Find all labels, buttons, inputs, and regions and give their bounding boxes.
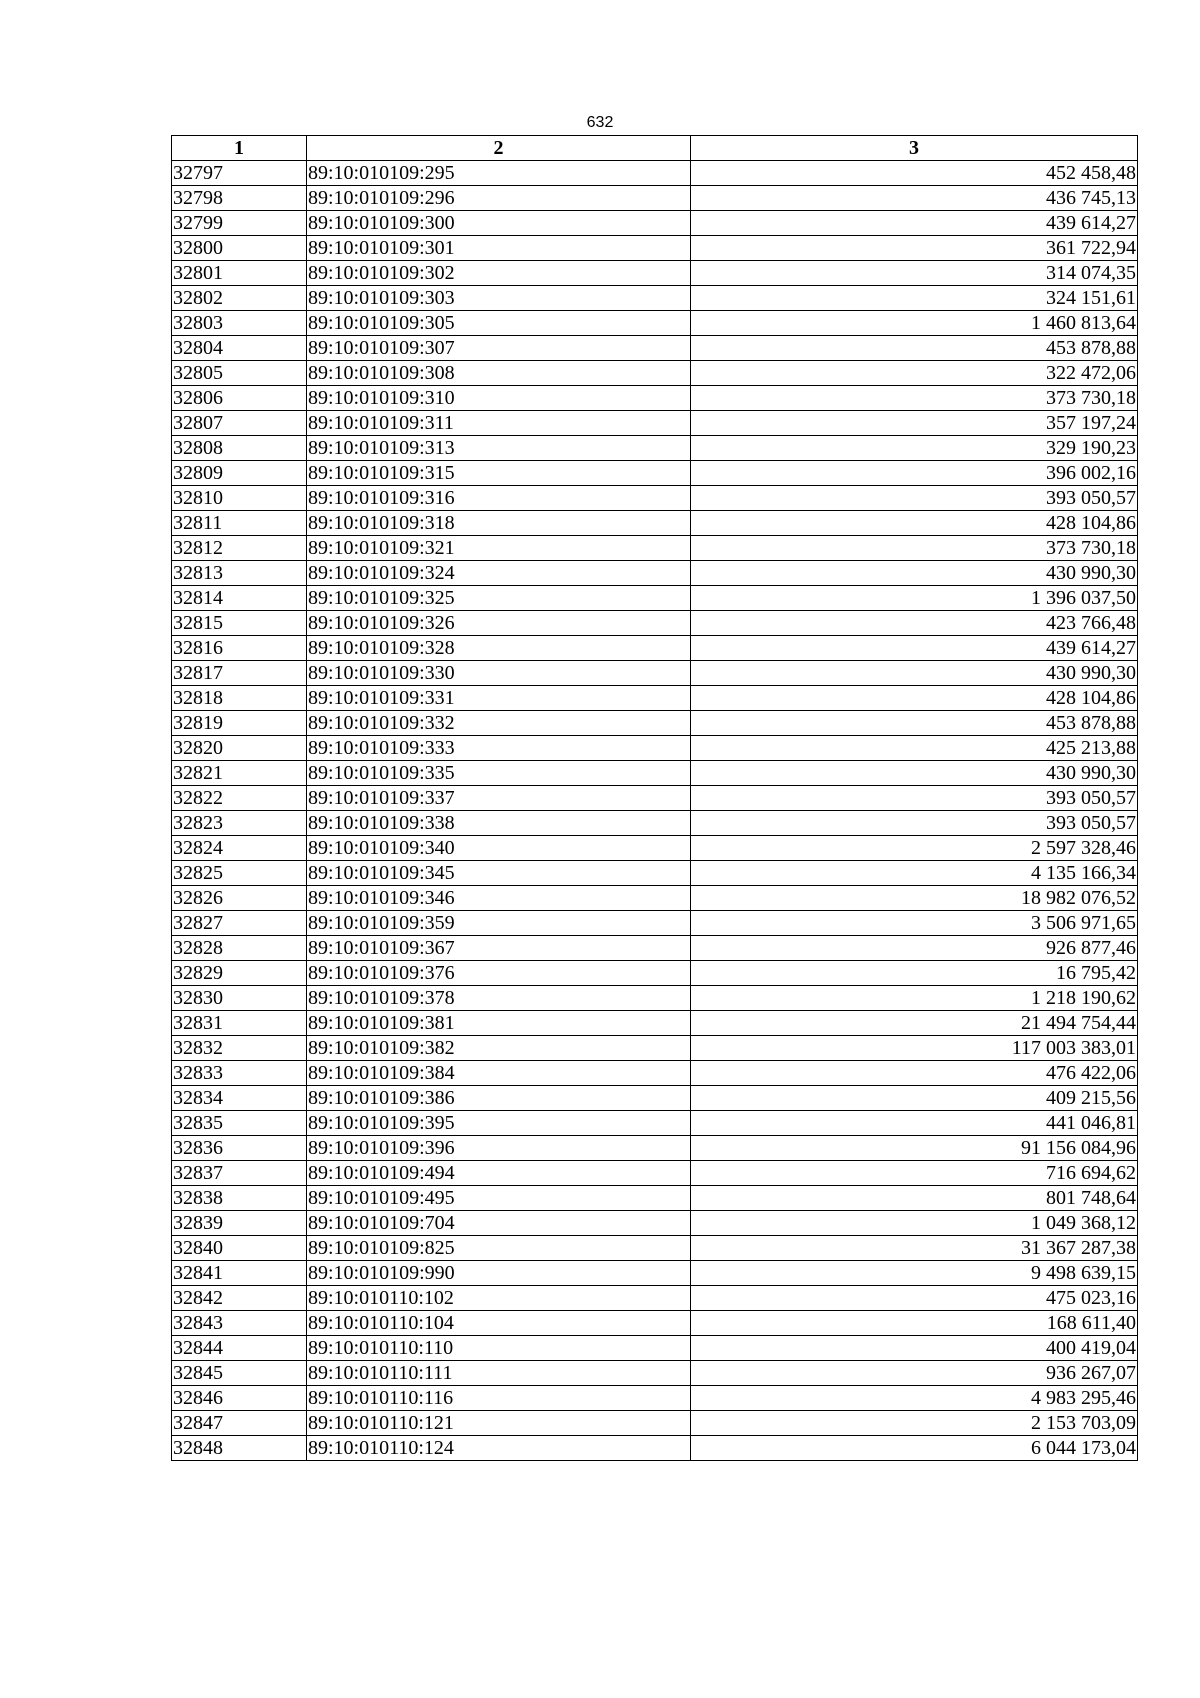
row-number-cell: 32846 xyxy=(172,1386,307,1411)
value-cell: 117 003 383,01 xyxy=(691,1036,1138,1061)
column-header-3: 3 xyxy=(691,136,1138,161)
table-row xyxy=(172,486,1138,511)
cadastral-number-cell: 89:10:010109:367 xyxy=(307,936,691,961)
value-cell: 476 422,06 xyxy=(691,1061,1138,1086)
value-cell: 91 156 084,96 xyxy=(691,1136,1138,1161)
value-cell: 400 419,04 xyxy=(691,1336,1138,1361)
row-number-cell: 32823 xyxy=(172,811,307,836)
table-row xyxy=(172,461,1138,486)
table-row xyxy=(172,1236,1138,1261)
cadastral-number-cell: 89:10:010109:307 xyxy=(307,336,691,361)
row-number-cell: 32833 xyxy=(172,1061,307,1086)
value-cell: 393 050,57 xyxy=(691,811,1138,836)
cadastral-number-cell: 89:10:010109:300 xyxy=(307,211,691,236)
value-cell: 3 506 971,65 xyxy=(691,911,1138,936)
value-cell: 324 151,61 xyxy=(691,286,1138,311)
column-header-2: 2 xyxy=(307,136,691,161)
value-cell: 801 748,64 xyxy=(691,1186,1138,1211)
table-body xyxy=(172,161,1138,1461)
table-row xyxy=(172,1286,1138,1311)
value-cell: 1 049 368,12 xyxy=(691,1211,1138,1236)
column-header-1: 1 xyxy=(172,136,307,161)
cadastral-number-cell: 89:10:010109:338 xyxy=(307,811,691,836)
row-number-cell: 32835 xyxy=(172,1111,307,1136)
value-cell: 430 990,30 xyxy=(691,561,1138,586)
row-number-cell: 32798 xyxy=(172,186,307,211)
row-number-cell: 32799 xyxy=(172,211,307,236)
table-row xyxy=(172,1411,1138,1436)
value-cell: 314 074,35 xyxy=(691,261,1138,286)
value-cell: 396 002,16 xyxy=(691,461,1138,486)
table-row xyxy=(172,886,1138,911)
cadastral-number-cell: 89:10:010110:110 xyxy=(307,1336,691,1361)
cadastral-number-cell: 89:10:010110:102 xyxy=(307,1286,691,1311)
table-row xyxy=(172,711,1138,736)
cadastral-number-cell: 89:10:010109:825 xyxy=(307,1236,691,1261)
row-number-cell: 32842 xyxy=(172,1286,307,1311)
value-cell: 2 153 703,09 xyxy=(691,1411,1138,1436)
row-number-cell: 32812 xyxy=(172,536,307,561)
table-row xyxy=(172,1436,1138,1461)
row-number-cell: 32826 xyxy=(172,886,307,911)
cadastral-number-cell: 89:10:010109:302 xyxy=(307,261,691,286)
value-cell: 453 878,88 xyxy=(691,336,1138,361)
cadastral-number-cell: 89:10:010109:313 xyxy=(307,436,691,461)
value-cell: 430 990,30 xyxy=(691,761,1138,786)
row-number-cell: 32829 xyxy=(172,961,307,986)
row-number-cell: 32819 xyxy=(172,711,307,736)
row-number-cell: 32816 xyxy=(172,636,307,661)
row-number-cell: 32844 xyxy=(172,1336,307,1361)
row-number-cell: 32834 xyxy=(172,1086,307,1111)
cadastral-number-cell: 89:10:010109:325 xyxy=(307,586,691,611)
row-number-cell: 32820 xyxy=(172,736,307,761)
table-row xyxy=(172,661,1138,686)
value-cell: 393 050,57 xyxy=(691,486,1138,511)
row-number-cell: 32802 xyxy=(172,286,307,311)
value-cell: 373 730,18 xyxy=(691,536,1138,561)
table-row xyxy=(172,211,1138,236)
table-row xyxy=(172,1136,1138,1161)
cadastral-number-cell: 89:10:010109:305 xyxy=(307,311,691,336)
row-number-cell: 32831 xyxy=(172,1011,307,1036)
row-number-cell: 32805 xyxy=(172,361,307,386)
cadastral-number-cell: 89:10:010109:321 xyxy=(307,536,691,561)
table-row xyxy=(172,936,1138,961)
row-number-cell: 32830 xyxy=(172,986,307,1011)
table-row xyxy=(172,561,1138,586)
table-row xyxy=(172,861,1138,886)
value-cell: 329 190,23 xyxy=(691,436,1138,461)
row-number-cell: 32822 xyxy=(172,786,307,811)
register-table xyxy=(171,135,1138,1461)
row-number-cell: 32841 xyxy=(172,1261,307,1286)
table-row xyxy=(172,911,1138,936)
table-row xyxy=(172,1011,1138,1036)
cadastral-number-cell: 89:10:010109:345 xyxy=(307,861,691,886)
value-cell: 926 877,46 xyxy=(691,936,1138,961)
table-row xyxy=(172,1336,1138,1361)
cadastral-number-cell: 89:10:010109:303 xyxy=(307,286,691,311)
table-row xyxy=(172,236,1138,261)
cadastral-number-cell: 89:10:010110:124 xyxy=(307,1436,691,1461)
cadastral-number-cell: 89:10:010109:308 xyxy=(307,361,691,386)
cadastral-number-cell: 89:10:010109:395 xyxy=(307,1111,691,1136)
row-number-cell: 32840 xyxy=(172,1236,307,1261)
table-row xyxy=(172,611,1138,636)
row-number-cell: 32848 xyxy=(172,1436,307,1461)
value-cell: 1 218 190,62 xyxy=(691,986,1138,1011)
cadastral-number-cell: 89:10:010109:990 xyxy=(307,1261,691,1286)
value-cell: 1 460 813,64 xyxy=(691,311,1138,336)
value-cell: 4 983 295,46 xyxy=(691,1386,1138,1411)
cadastral-number-cell: 89:10:010109:318 xyxy=(307,511,691,536)
cadastral-number-cell: 89:10:010109:301 xyxy=(307,236,691,261)
value-cell: 452 458,48 xyxy=(691,161,1138,186)
row-number-cell: 32845 xyxy=(172,1361,307,1386)
cadastral-number-cell: 89:10:010109:332 xyxy=(307,711,691,736)
row-number-cell: 32824 xyxy=(172,836,307,861)
cadastral-number-cell: 89:10:010109:376 xyxy=(307,961,691,986)
cadastral-number-cell: 89:10:010109:315 xyxy=(307,461,691,486)
value-cell: 425 213,88 xyxy=(691,736,1138,761)
table-row xyxy=(172,1186,1138,1211)
table-row xyxy=(172,811,1138,836)
table-row xyxy=(172,261,1138,286)
row-number-cell: 32838 xyxy=(172,1186,307,1211)
row-number-cell: 32809 xyxy=(172,461,307,486)
cadastral-number-cell: 89:10:010109:384 xyxy=(307,1061,691,1086)
cadastral-number-cell: 89:10:010110:104 xyxy=(307,1311,691,1336)
row-number-cell: 32839 xyxy=(172,1211,307,1236)
cadastral-number-cell: 89:10:010110:121 xyxy=(307,1411,691,1436)
cadastral-number-cell: 89:10:010109:331 xyxy=(307,686,691,711)
table-row xyxy=(172,436,1138,461)
row-number-cell: 32797 xyxy=(172,161,307,186)
row-number-cell: 32825 xyxy=(172,861,307,886)
row-number-cell: 32801 xyxy=(172,261,307,286)
cadastral-number-cell: 89:10:010109:295 xyxy=(307,161,691,186)
value-cell: 322 472,06 xyxy=(691,361,1138,386)
page-number: 632 xyxy=(586,114,614,131)
cadastral-number-cell: 89:10:010109:495 xyxy=(307,1186,691,1211)
row-number-cell: 32811 xyxy=(172,511,307,536)
cadastral-number-cell: 89:10:010109:340 xyxy=(307,836,691,861)
cadastral-number-cell: 89:10:010109:311 xyxy=(307,411,691,436)
value-cell: 936 267,07 xyxy=(691,1361,1138,1386)
value-cell: 31 367 287,38 xyxy=(691,1236,1138,1261)
row-number-cell: 32815 xyxy=(172,611,307,636)
cadastral-number-cell: 89:10:010109:326 xyxy=(307,611,691,636)
value-cell: 21 494 754,44 xyxy=(691,1011,1138,1036)
value-cell: 9 498 639,15 xyxy=(691,1261,1138,1286)
table-row xyxy=(172,1061,1138,1086)
row-number-cell: 32814 xyxy=(172,586,307,611)
value-cell: 716 694,62 xyxy=(691,1161,1138,1186)
table-row xyxy=(172,1036,1138,1061)
cadastral-number-cell: 89:10:010109:382 xyxy=(307,1036,691,1061)
cadastral-number-cell: 89:10:010109:328 xyxy=(307,636,691,661)
value-cell: 1 396 037,50 xyxy=(691,586,1138,611)
cadastral-number-cell: 89:10:010109:310 xyxy=(307,386,691,411)
value-cell: 439 614,27 xyxy=(691,636,1138,661)
row-number-cell: 32827 xyxy=(172,911,307,936)
row-number-cell: 32800 xyxy=(172,236,307,261)
table-row xyxy=(172,1211,1138,1236)
value-cell: 475 023,16 xyxy=(691,1286,1138,1311)
row-number-cell: 32804 xyxy=(172,336,307,361)
value-cell: 428 104,86 xyxy=(691,686,1138,711)
value-cell: 428 104,86 xyxy=(691,511,1138,536)
table-row xyxy=(172,836,1138,861)
cadastral-number-cell: 89:10:010109:494 xyxy=(307,1161,691,1186)
cadastral-number-cell: 89:10:010109:330 xyxy=(307,661,691,686)
cadastral-number-cell: 89:10:010110:116 xyxy=(307,1386,691,1411)
value-cell: 6 044 173,04 xyxy=(691,1436,1138,1461)
cadastral-number-cell: 89:10:010110:111 xyxy=(307,1361,691,1386)
cadastral-number-cell: 89:10:010109:296 xyxy=(307,186,691,211)
cadastral-number-cell: 89:10:010109:386 xyxy=(307,1086,691,1111)
cadastral-number-cell: 89:10:010109:704 xyxy=(307,1211,691,1236)
value-cell: 436 745,13 xyxy=(691,186,1138,211)
row-number-cell: 32808 xyxy=(172,436,307,461)
row-number-cell: 32821 xyxy=(172,761,307,786)
cadastral-number-cell: 89:10:010109:381 xyxy=(307,1011,691,1036)
table-row xyxy=(172,386,1138,411)
table-row xyxy=(172,1261,1138,1286)
cadastral-number-cell: 89:10:010109:359 xyxy=(307,911,691,936)
row-number-cell: 32810 xyxy=(172,486,307,511)
table-row xyxy=(172,961,1138,986)
table-row xyxy=(172,786,1138,811)
table-row xyxy=(172,686,1138,711)
table-row xyxy=(172,336,1138,361)
value-cell: 439 614,27 xyxy=(691,211,1138,236)
cadastral-number-cell: 89:10:010109:396 xyxy=(307,1136,691,1161)
value-cell: 18 982 076,52 xyxy=(691,886,1138,911)
cadastral-number-cell: 89:10:010109:316 xyxy=(307,486,691,511)
table-row xyxy=(172,286,1138,311)
table-row xyxy=(172,161,1138,186)
row-number-cell: 32837 xyxy=(172,1161,307,1186)
table-row xyxy=(172,986,1138,1011)
value-cell: 430 990,30 xyxy=(691,661,1138,686)
table-row xyxy=(172,636,1138,661)
cadastral-number-cell: 89:10:010109:324 xyxy=(307,561,691,586)
value-cell: 409 215,56 xyxy=(691,1086,1138,1111)
value-cell: 423 766,48 xyxy=(691,611,1138,636)
table-row xyxy=(172,1161,1138,1186)
value-cell: 373 730,18 xyxy=(691,386,1138,411)
table-row xyxy=(172,511,1138,536)
row-number-cell: 32817 xyxy=(172,661,307,686)
row-number-cell: 32807 xyxy=(172,411,307,436)
row-number-cell: 32836 xyxy=(172,1136,307,1161)
cadastral-number-cell: 89:10:010109:378 xyxy=(307,986,691,1011)
value-cell: 393 050,57 xyxy=(691,786,1138,811)
table-row xyxy=(172,361,1138,386)
value-cell: 2 597 328,46 xyxy=(691,836,1138,861)
value-cell: 453 878,88 xyxy=(691,711,1138,736)
table-row xyxy=(172,586,1138,611)
row-number-cell: 32847 xyxy=(172,1411,307,1436)
row-number-cell: 32843 xyxy=(172,1311,307,1336)
cadastral-number-cell: 89:10:010109:346 xyxy=(307,886,691,911)
row-number-cell: 32813 xyxy=(172,561,307,586)
value-cell: 16 795,42 xyxy=(691,961,1138,986)
value-cell: 361 722,94 xyxy=(691,236,1138,261)
row-number-cell: 32832 xyxy=(172,1036,307,1061)
row-number-cell: 32818 xyxy=(172,686,307,711)
table-row xyxy=(172,761,1138,786)
table-row xyxy=(172,1361,1138,1386)
value-cell: 4 135 166,34 xyxy=(691,861,1138,886)
value-cell: 168 611,40 xyxy=(691,1311,1138,1336)
cadastral-number-cell: 89:10:010109:337 xyxy=(307,786,691,811)
row-number-cell: 32803 xyxy=(172,311,307,336)
cadastral-number-cell: 89:10:010109:335 xyxy=(307,761,691,786)
row-number-cell: 32828 xyxy=(172,936,307,961)
table-header-row xyxy=(172,136,1138,161)
table-row xyxy=(172,186,1138,211)
table-row xyxy=(172,1311,1138,1336)
value-cell: 357 197,24 xyxy=(691,411,1138,436)
table-row xyxy=(172,311,1138,336)
table-row xyxy=(172,1386,1138,1411)
table-row xyxy=(172,411,1138,436)
table-row xyxy=(172,536,1138,561)
table-row xyxy=(172,1086,1138,1111)
row-number-cell: 32806 xyxy=(172,386,307,411)
table-row xyxy=(172,736,1138,761)
value-cell: 441 046,81 xyxy=(691,1111,1138,1136)
cadastral-number-cell: 89:10:010109:333 xyxy=(307,736,691,761)
table-row xyxy=(172,1111,1138,1136)
